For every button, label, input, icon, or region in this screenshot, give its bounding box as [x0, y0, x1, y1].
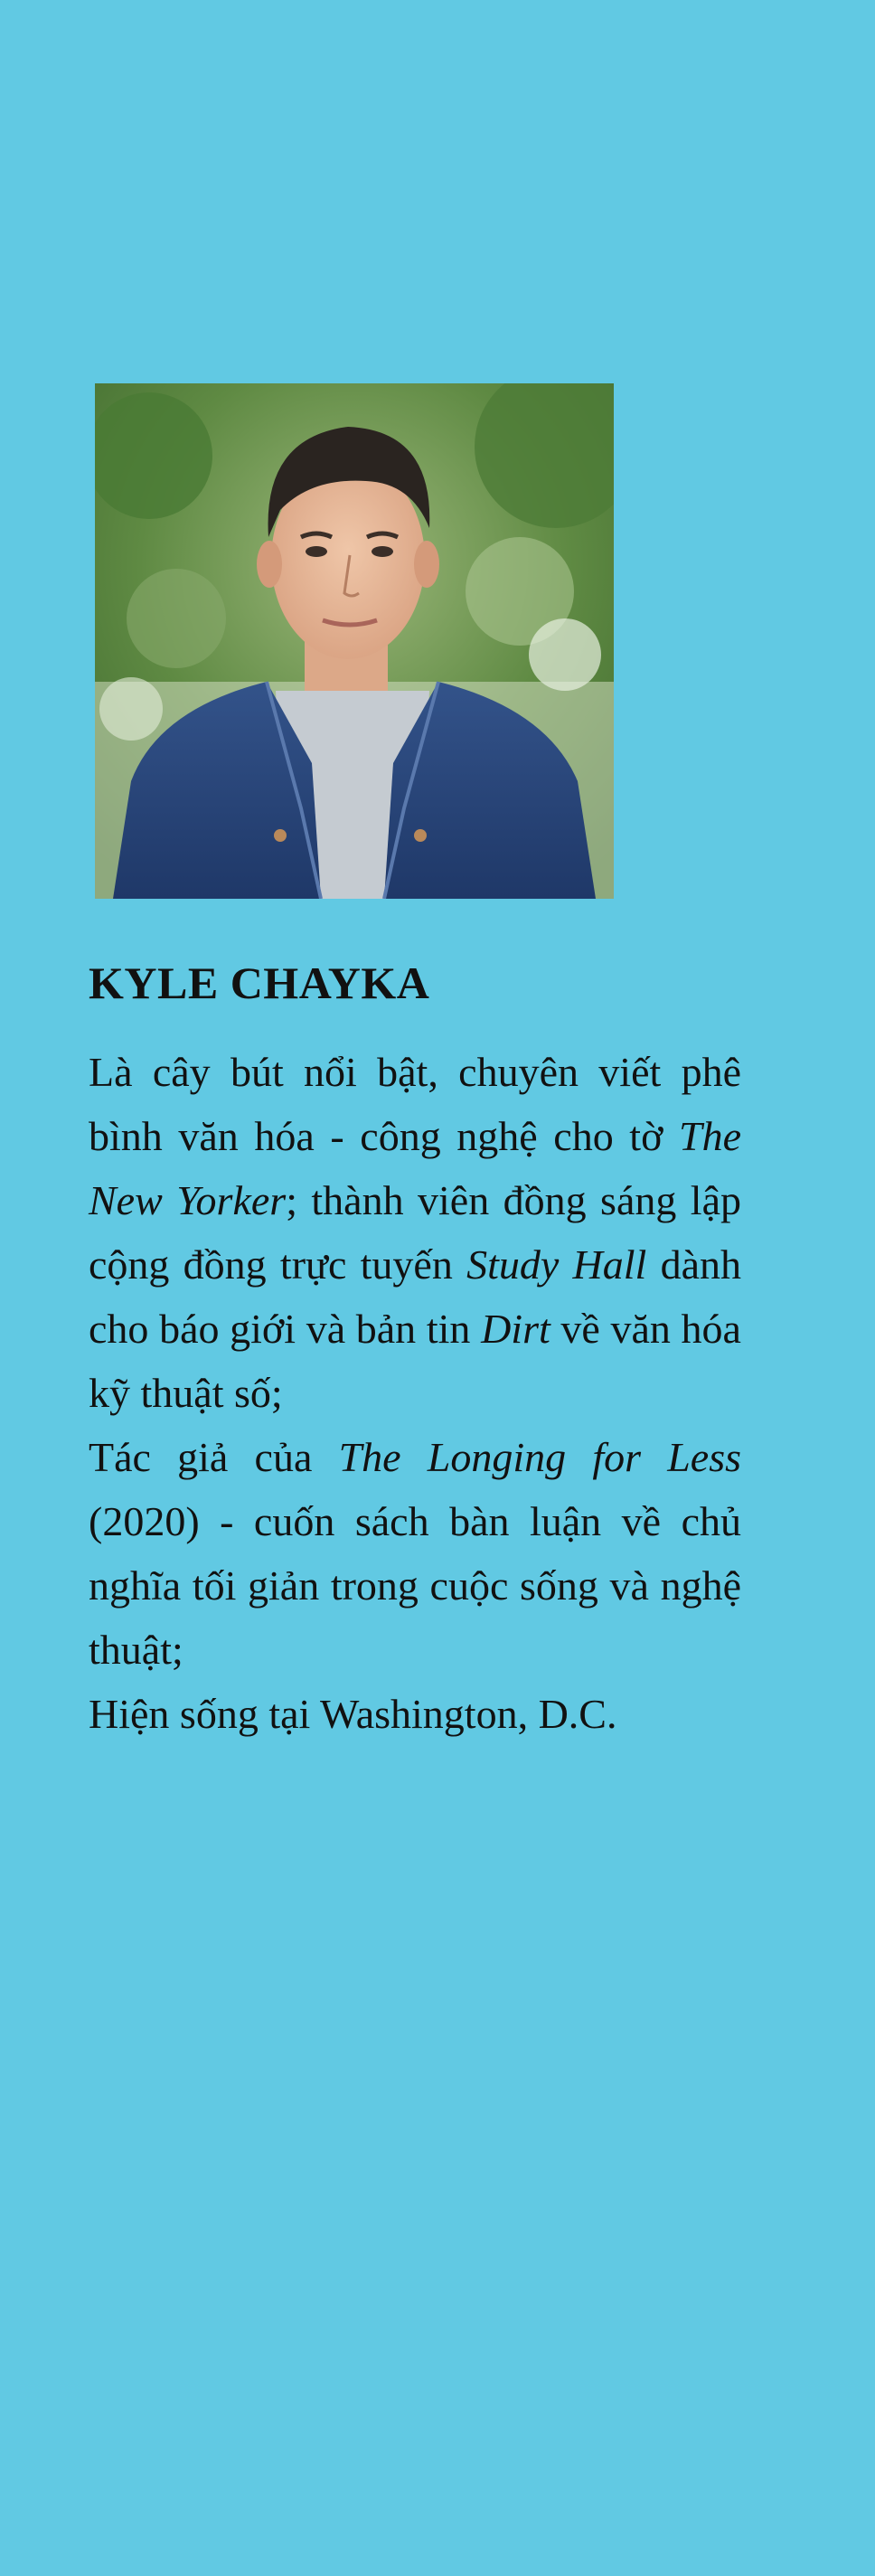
author-bio [89, 1040, 741, 1746]
bio-text: dành cho báo giới và bản tin [89, 1241, 742, 1352]
bio-title-the-longing-for-less: The Longing for Less [338, 1434, 741, 1480]
author-photo [95, 383, 614, 899]
bio-title-study-hall: Study Hall [466, 1241, 647, 1288]
bio-paragraph-residence [89, 1682, 741, 1746]
bio-paragraph-book [89, 1425, 741, 1682]
bio-text: Tác giả của [89, 1434, 339, 1480]
bio-paragraph-career [89, 1040, 741, 1425]
bio-text: Là cây bút nổi bật, chuyên viết phê bình văn hóa - công nghệ cho tờ [89, 1049, 741, 1159]
bio-title-the-new-yorker: The New Yorker [89, 1113, 741, 1223]
bio-text: Hiện sống tại Washington, D.C. [89, 1691, 617, 1737]
bio-text: ; thành viên đồng sáng lập cộng đồng trực tuyến [89, 1177, 741, 1288]
author-portrait-icon [95, 383, 614, 899]
bio-text: (2020) - cuốn sách bàn luận về chủ nghĩa tối giản trong cuộc sống và nghệ thuật; [89, 1498, 741, 1673]
bio-text: về văn hóa kỹ thuật số; [89, 1306, 741, 1416]
bio-title-dirt: Dirt [481, 1306, 550, 1352]
author-name: KYLE CHAYKA [89, 958, 430, 1008]
